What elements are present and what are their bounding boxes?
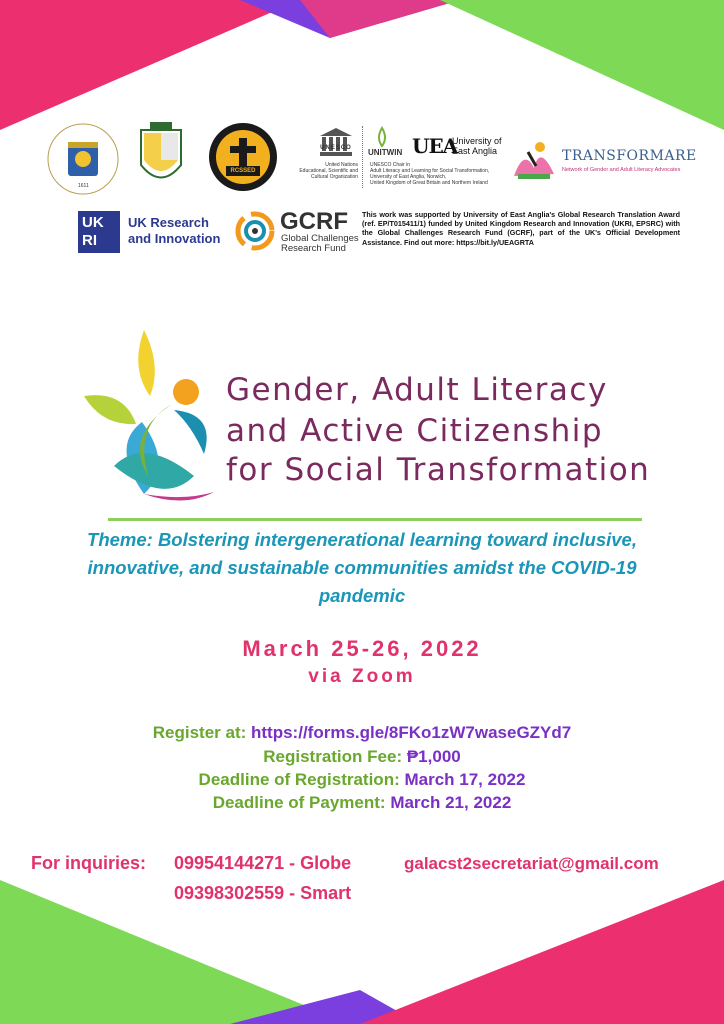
unesco-subtitle: United Nations Educational, Scientific and Cultural Organization [299, 162, 358, 180]
phone-smart[interactable]: 09398302559 - Smart [174, 883, 352, 903]
fee-value: ₱1,000 [406, 747, 461, 766]
rcssed-badge [208, 122, 278, 192]
unesco-name: UNESCO [320, 145, 352, 151]
gcrf-mark: GCRF [280, 208, 348, 235]
transformare-icon [510, 138, 558, 182]
unitwin-chair: UNESCO Chair in Adult Literacy and Learning for Social Transformation, University of East Anglia, Norwich, United Kingdom of Great Britain and Northern Ireland [370, 162, 490, 186]
register-line [0, 723, 724, 743]
uea-name: University of East Anglia [452, 136, 502, 156]
ukri-name: UK Research and Innovation [128, 215, 221, 246]
unitwin-icon [372, 126, 392, 148]
deadline-payment-value: March 21, 2022 [390, 793, 512, 812]
conference-title-line-2: and Active Citizenship [226, 413, 604, 449]
deadline-registration-label: Deadline of Registration: [198, 770, 400, 789]
inquiries-label: For inquiries: [31, 853, 147, 873]
register-link[interactable]: https://forms.gle/8FKo1zW7waseGZYd7 [251, 723, 572, 742]
unesco-divider [362, 126, 363, 188]
conference-title-line-3: for Social Transformation [226, 452, 651, 488]
event-venue: via Zoom [308, 666, 416, 687]
inquiry-email[interactable]: galacst2secretariat@gmail.com [404, 854, 659, 873]
ukri-mark: UK RI [78, 211, 120, 253]
rcssed-badge-text: RCSSED [230, 168, 256, 174]
event-date: March 25-26, 2022 [242, 636, 482, 661]
uea-mark: UEA [412, 134, 458, 158]
conference-title-line-1: Gender, Adult Literacy [226, 372, 608, 408]
deadline-payment-line [0, 793, 724, 813]
register-label: Register at: [152, 723, 247, 742]
transformare-name: TRANSFORMARE [562, 148, 697, 164]
ust-seal-year: 1611 [78, 183, 89, 189]
phone-globe[interactable]: 09954144271 - Globe [174, 853, 352, 873]
conference-emblem [84, 326, 224, 506]
deadline-registration-line [0, 770, 724, 790]
title-divider [108, 518, 642, 521]
deadline-payment-label: Deadline of Payment: [212, 793, 386, 812]
fee-line [0, 747, 724, 767]
deadline-registration-value: March 17, 2022 [404, 770, 526, 789]
funding-note: This work was supported by University of East Anglia's Global Research Translation Award (ref. EP/T015411/1) funded by United Kingdom Research and Innovation (UKRI, EPSRC) with the Global Challenges Research Fund (GCRF), part of the UK's Official Development Assistance. Find out more: https://bit.ly/UEAGRTA [362, 210, 680, 247]
unitwin-name: UNITWIN [368, 148, 403, 157]
unesco-logo [318, 126, 354, 158]
transformare-tagline: Network of Gender and Adult Literacy Advocates [562, 167, 681, 173]
gcrf-name: Global Challenges Research Fund [281, 233, 359, 254]
college-crest [136, 120, 186, 192]
theme-text: Theme: Bolstering intergenerational learning toward inclusive, innovative, and sustainable communities amidst the COVID-19 pandemic [87, 529, 637, 606]
fee-label: Registration Fee: [263, 747, 403, 766]
gcrf-icon [234, 210, 276, 252]
